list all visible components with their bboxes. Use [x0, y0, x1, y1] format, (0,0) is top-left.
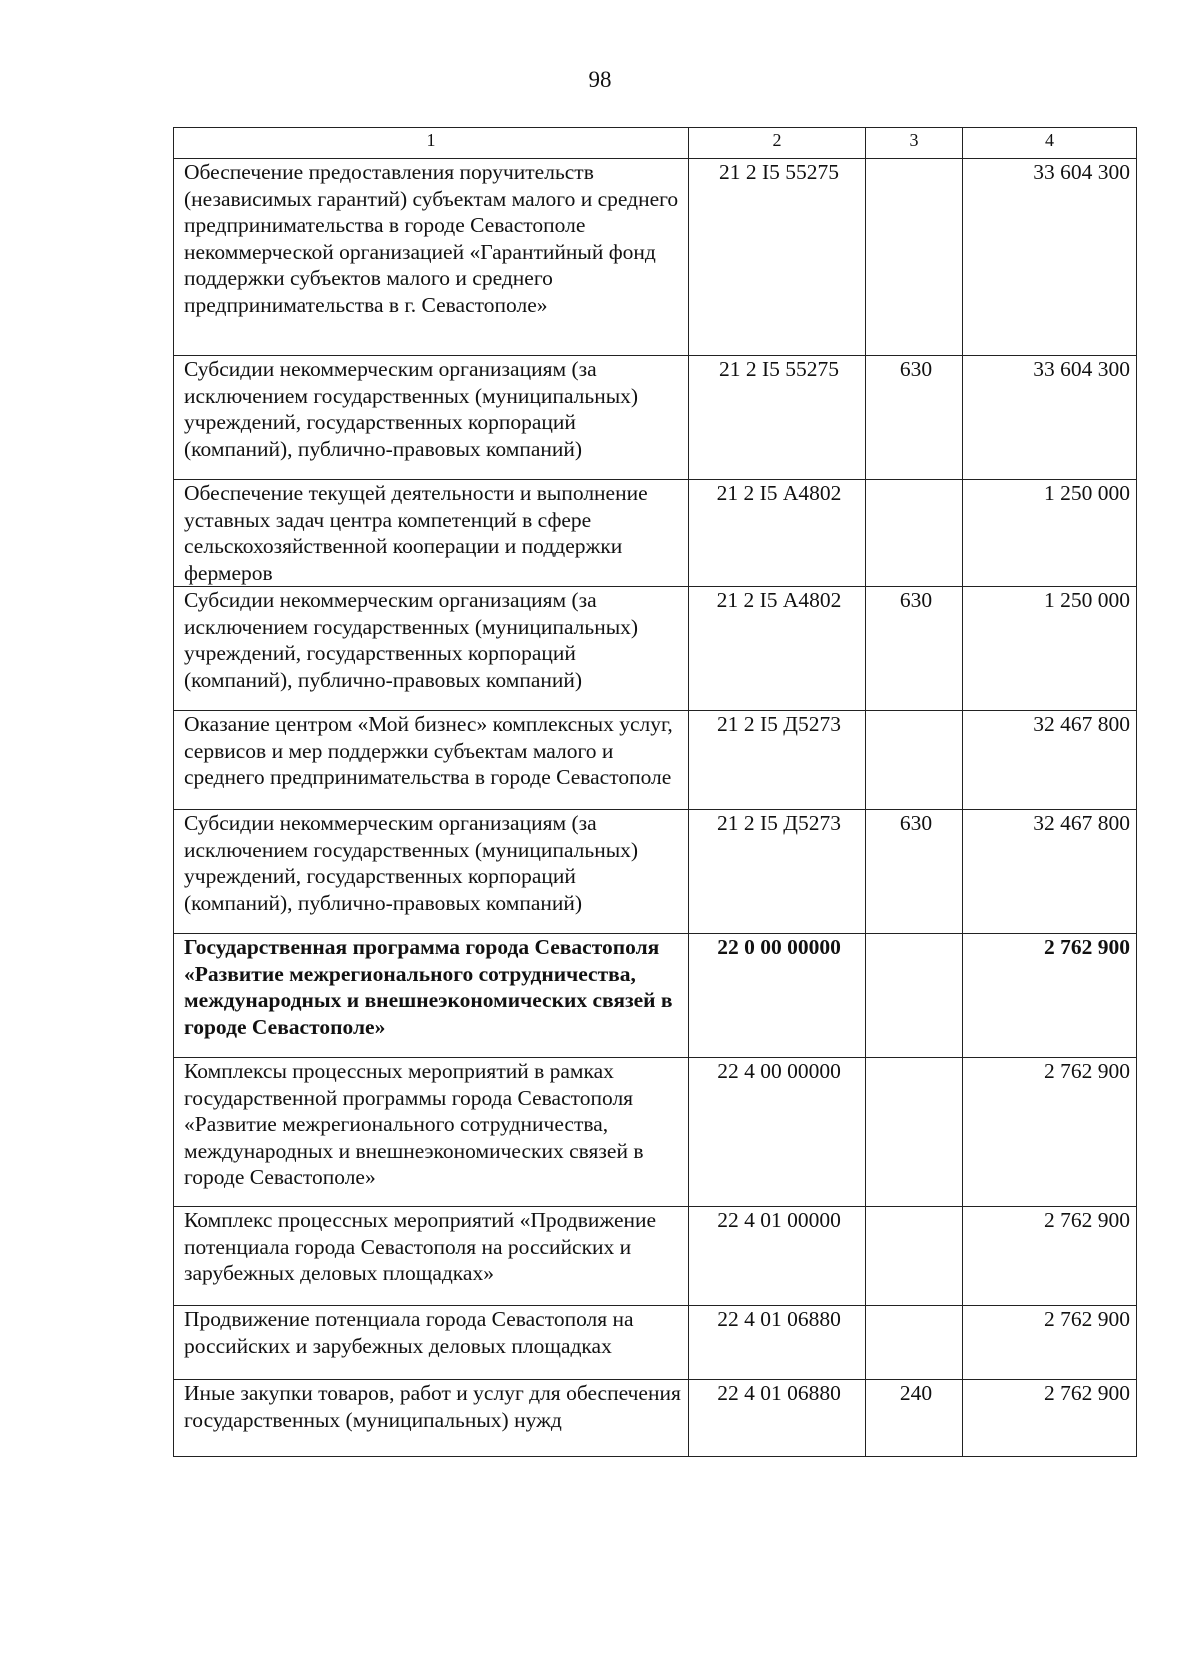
row-amount-cell: 1 250 000 [963, 480, 1137, 587]
row-amount-cell: 2 762 900 [963, 1306, 1137, 1380]
table-row [174, 1306, 1137, 1380]
row-name-cell: Субсидии некоммерческим организациям (за исключением государственных (муниципальных) учреждений, государственных корпораций (компаний), публично-правовых компаний) [174, 587, 689, 711]
table-row [174, 480, 1137, 587]
row-amount-cell: 2 762 900 [963, 1380, 1137, 1457]
row-name-cell: Субсидии некоммерческим организациям (за исключением государственных (муниципальных) учреждений, государственных корпораций (компаний), публично-правовых компаний) [174, 356, 689, 480]
row-code-cell: 21 2 I5 Д5273 [689, 711, 866, 810]
column-header-2: 2 [689, 128, 866, 159]
row-type-cell [866, 934, 963, 1058]
table-row [174, 1058, 1137, 1207]
table-row [174, 356, 1137, 480]
column-header-4: 4 [963, 128, 1137, 159]
row-type-cell [866, 480, 963, 587]
row-name-cell: Обеспечение текущей деятельности и выполнение уставных задач центра компетенций в сфере сельскохозяйственной кооперации и поддержки фермеров [174, 480, 689, 587]
row-amount-cell: 32 467 800 [963, 711, 1137, 810]
row-type-cell: 630 [866, 356, 963, 480]
row-amount-cell: 2 762 900 [963, 1058, 1137, 1207]
row-amount-cell: 33 604 300 [963, 356, 1137, 480]
row-type-cell [866, 1207, 963, 1306]
row-code-cell: 22 4 01 00000 [689, 1207, 866, 1306]
row-amount-cell: 33 604 300 [963, 159, 1137, 356]
row-code-cell: 22 4 00 00000 [689, 1058, 866, 1207]
row-name-cell: Иные закупки товаров, работ и услуг для обеспечения государственных (муниципальных) нужд [174, 1380, 689, 1457]
row-code-cell: 22 0 00 00000 [689, 934, 866, 1058]
row-code-cell: 21 2 I5 А4802 [689, 587, 866, 711]
row-code-cell: 21 2 I5 Д5273 [689, 810, 866, 934]
budget-table [173, 127, 1137, 1457]
row-amount-cell: 1 250 000 [963, 587, 1137, 711]
row-type-cell: 630 [866, 810, 963, 934]
table-row [174, 1380, 1137, 1457]
table-row [174, 587, 1137, 711]
row-type-cell [866, 159, 963, 356]
row-type-cell: 240 [866, 1380, 963, 1457]
row-code-cell: 22 4 01 06880 [689, 1380, 866, 1457]
column-header-3: 3 [866, 128, 963, 159]
page-number: 98 [588, 67, 612, 92]
table-row [174, 810, 1137, 934]
row-type-cell [866, 711, 963, 810]
table-row [174, 934, 1137, 1058]
row-name-cell: Субсидии некоммерческим организациям (за исключением государственных (муниципальных) учреждений, государственных корпораций (компаний), публично-правовых компаний) [174, 810, 689, 934]
row-name-cell: Комплексы процессных мероприятий в рамках государственной программы города Севастополя «Развитие межрегионального сотрудничества, международных и внешнеэкономических связей в городе Севастополе» [174, 1058, 689, 1207]
row-name-cell: Государственная программа города Севастополя «Развитие межрегионального сотрудничества, международных и внешнеэкономических связей в городе Севастополе» [174, 934, 689, 1058]
row-code-cell: 22 4 01 06880 [689, 1306, 866, 1380]
row-type-cell [866, 1058, 963, 1207]
row-type-cell: 630 [866, 587, 963, 711]
column-header-1: 1 [174, 128, 689, 159]
table-header-row [174, 128, 1137, 159]
table-body [174, 128, 1137, 1457]
table-row [174, 1207, 1137, 1306]
row-amount-cell: 2 762 900 [963, 1207, 1137, 1306]
row-name-cell: Обеспечение предоставления поручительств (независимых гарантий) субъектам малого и среднего предпринимательства в городе Севастополе некоммерческой организацией «Гарантийный фонд поддержки субъектов малого и среднего предпринимательства в г. Севастополе» [174, 159, 689, 356]
row-code-cell: 21 2 I5 55275 [689, 356, 866, 480]
table-row [174, 711, 1137, 810]
row-name-cell: Оказание центром «Мой бизнес» комплексных услуг, сервисов и мер поддержки субъектам малого и среднего предпринимательства в городе Севастополе [174, 711, 689, 810]
row-amount-cell: 32 467 800 [963, 810, 1137, 934]
table-row [174, 159, 1137, 356]
row-code-cell: 21 2 I5 А4802 [689, 480, 866, 587]
row-type-cell [866, 1306, 963, 1380]
row-amount-cell: 2 762 900 [963, 934, 1137, 1058]
row-name-cell: Комплекс процессных мероприятий «Продвижение потенциала города Севастополя на российских и зарубежных деловых площадках» [174, 1207, 689, 1306]
row-name-cell: Продвижение потенциала города Севастополя на российских и зарубежных деловых площадках [174, 1306, 689, 1380]
row-code-cell: 21 2 I5 55275 [689, 159, 866, 356]
